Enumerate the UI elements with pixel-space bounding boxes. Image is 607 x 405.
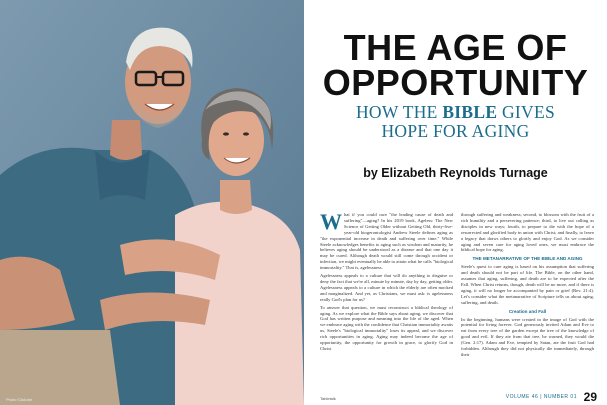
article-column-1 — [320, 212, 453, 392]
paragraph: In the beginning, humans were created in the image of God with the potential for living forever. God generously invited Adam and Eve to eat from every tree of the garden except the tree of the knowledge of good and evil. If they ate from that tree, he warned, they would die (Gen. 2:17). Adam and Eve, tempted by Satan, ate the fruit God had forbidden. Although they did not physically die immediately, through their — [461, 316, 594, 357]
section-heading: Creation and Fall — [508, 308, 547, 314]
drop-cap: W — [320, 212, 342, 234]
title-line-1: THE AGE OF — [343, 27, 568, 68]
article-column-2 — [461, 212, 594, 392]
photo-credit: Photo ©Adobe — [6, 397, 33, 402]
title-line-2: OPPORTUNITY — [322, 62, 589, 103]
article-title — [304, 27, 607, 103]
paragraph-text: hat if you could cure "the leading cause of death and suffering"—aging? In his 2019 book, Ageless: The New Science of Getting Older without Getting Old, thirty-five-year-old biogerontologist Andrew Steele defines aging as "the exponential increase in death and suffering over time." While Steele acknowledges benefits to aging such as wisdom and maturity, he believes aging should be understood as a disease and that one day it may be cured. Although death would still come through accident or infection, we might eventually be able to attain what he calls "biological immortality." That is, agelessness. — [320, 212, 453, 271]
subtitle-line-2: HOPE FOR AGING — [381, 121, 530, 141]
magazine-name: Tabletalk — [320, 396, 336, 401]
paragraph: To answer that question, we must reconstruct a biblical theology of aging. As we explore what the Bible says about aging, we discover that God has written purpose and meaning into the life of the aged. When we embrace aging with the confidence that Christian immortality awaits us, Steele's "biological immortality" loses its appeal, and we discover rich opportunities in aging. Aging may indeed become the age of opportunity, the opportunity for growth in grace, to glorify God in Christ — [320, 304, 453, 351]
article-subtitle — [304, 103, 607, 141]
issue-info: VOLUME 46 | NUMBER 01 — [505, 394, 577, 400]
paragraph: Steele's quest to cure aging is based on his assumption that suffering and death should not be part of life. The Bible, on the other hand, assumes that aging, suffering, and death are to be expected after the Fall. When Christ returns, though, death will be no more, and if there is aging, it will no longer be accompanied by pain or grief (Rev. 21:4). Let's consider what the metanarrative of Scripture tells us about aging, suffering, and death. — [461, 264, 594, 305]
article-page — [304, 0, 607, 405]
subtitle-post: GIVES — [497, 102, 556, 122]
paragraph: Agelessness appeals to a culture that will do anything to disguise or deny the fact that we're all, minute by minute, day by day, getting older. Agelessness appeals to a culture in which the elderly are often mocked and marginalized. And yet, as Christians, we must ask: is agelessness really God's plan for us? — [320, 273, 453, 302]
subtitle-bible: BIBLE — [442, 102, 498, 122]
section-heading: THE METANARRATIVE OF THE BIBLE AND AGING — [472, 256, 583, 262]
subtitle-pre: HOW THE — [355, 102, 443, 122]
paragraph — [320, 212, 453, 271]
paragraph: through suffering and weakness; second, to blossom with the fruit of a rich humility and a persevering patience; third, to live out calling as disciples in new ways; fourth, to prepare to die with the hope of a resurrected and glorified body in union with Christ; and finally, to leave a legacy that draws others to glorify and enjoy God. As we consider aging and seven care for aging loved ones, we must embrace the biblical hope for aging. — [461, 212, 594, 253]
page-number: 29 — [583, 390, 597, 404]
byline: by Elizabeth Reynolds Turnage — [363, 166, 548, 180]
subtitle-line-1 — [304, 103, 607, 122]
